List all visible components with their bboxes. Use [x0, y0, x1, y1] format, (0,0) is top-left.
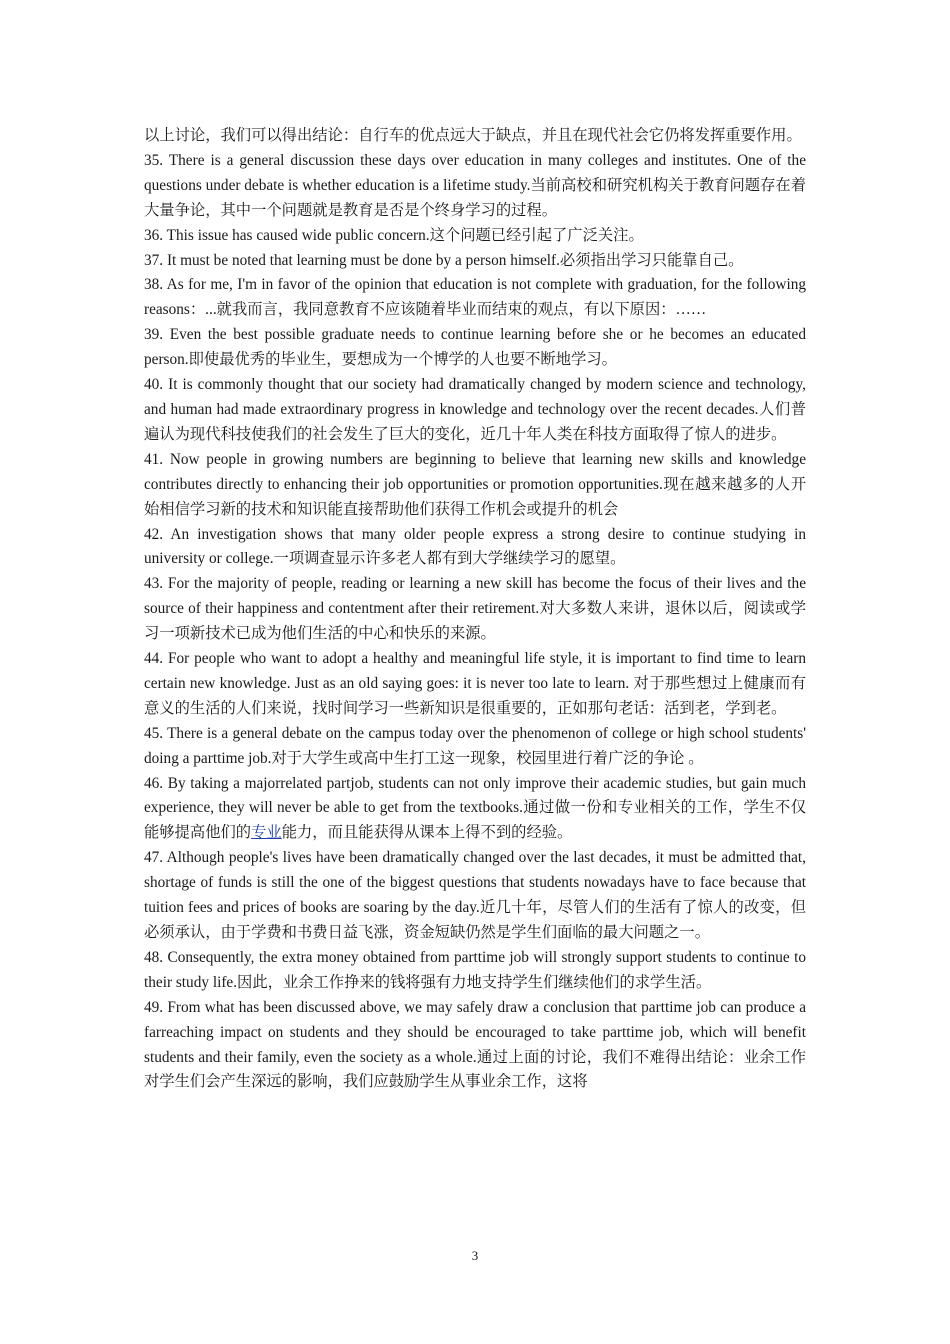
paragraph-48: 48. Consequently, the extra money obtained from parttime job will strongly support students to continue to their study life.因此，业余工作挣来的钱将强有力地支持学生们继续他们的求学生活。: [144, 948, 806, 991]
paragraph-38: 38. As for me, I'm in favor of the opinion that education is not complete with graduation, for the following reasons：...就我而言，我同意教育不应该随着毕业而结束的观点，有以下原因：……: [144, 276, 806, 319]
paragraph-41: 41. Now people in growing numbers are beginning to believe that learning new skills and knowledge contributes directly to enhancing their job opportunities or promotion opportunities.现在越来越多的人开始相信学习新的技术和知识能直接帮助他们获得工作机会或提升的机会: [144, 450, 806, 518]
paragraph-49: 49. From what has been discussed above, we may safely draw a conclusion that parttime job can produce a farreaching impact on students and they should be encouraged to take parttime job, which will benefit students and their family, even the society as a whole.通过上面的讨论，我们不难得出结论：业余工作对学生们会产生深远的影响，我们应鼓励学生从事业余工作，这将: [144, 998, 806, 1091]
paragraph-conclusion-bicycle: 以上讨论，我们可以得出结论：自行车的优点远大于缺点，并且在现代社会它仍将发挥重要作用。: [144, 127, 802, 144]
paragraph-45: 45. There is a general debate on the campus today over the phenomenon of college or high school students' doing a parttime job.对于大学生或高中生打工这一现象，校园里进行着广泛的争论 。: [144, 724, 806, 767]
paragraph-46-text-before: 46. By taking a majorrelated partjob, students can not only improve their academic studies, but gain much experience, they will never be able to get from the textbooks.通过做一份和专业相关的工作，学生不仅能够提高他们的: [144, 774, 806, 842]
paragraph-37: 37. It must be noted that learning must be done by a person himself.必须指出学习只能靠自己。: [144, 251, 744, 269]
paragraph-42: 42. An investigation shows that many older people express a strong desire to continue studying in university or college.一项调查显示许多老人都有到大学继续学习的愿望。: [144, 525, 806, 568]
paragraph-46-text-after: 能力，而且能获得从课本上得不到的经验。: [281, 824, 573, 842]
paragraph-40: 40. It is commonly thought that our society had dramatically changed by modern science and technology, and human had made extraordinary progress in knowledge and technology over the recent decades.人们普遍认为现代科技使我们的社会发生了巨大的变化，近几十年人类在科技方面取得了惊人的进步。: [144, 376, 806, 443]
paragraph-36: 36. This issue has caused wide public concern.这个问题已经引起了广泛关注。: [144, 226, 644, 244]
paragraph-35: 35. There is a general discussion these days over education in many colleges and institutes. One of the questions under debate is whether education is a lifetime study.当前高校和研究机构关于教育问题存在着大量争论，其中一个问题就是教育是否是个终身学习的过程。: [144, 151, 806, 219]
paragraph-44: 44. For people who want to adopt a healthy and meaningful life style, it is important to find time to learn certain new knowledge. Just as an old saying goes: it is never too late to learn. 对于那些想过上健康而有意义的生活的人们来说，找时间学习一些新知识是很重要的，正如那句老话：活到老，学到老。: [144, 650, 806, 717]
paragraph-46: [144, 772, 806, 847]
paragraph-43: 43. For the majority of people, reading or learning a new skill has become the focus of their lives and the source of their happiness and contentment after their retirement.对大多数人来讲，退休以后，阅读或学习一项新技术已成为他们生活的中心和快乐的来源。: [144, 575, 806, 643]
paragraph-39: 39. Even the best possible graduate needs to continue learning before she or he becomes an educated person.即使最优秀的毕业生，要想成为一个博学的人也要不断地学习。: [144, 326, 806, 369]
major-link[interactable]: 专业: [251, 824, 282, 842]
document-body: [144, 124, 806, 1095]
page-number: 3: [471, 1248, 479, 1263]
paragraph-47: 47. Although people's lives have been dramatically changed over the last decades, it must be admitted that, shortage of funds is still the one of the biggest questions that students nowadays have to face because that tuition fees and prices of books are soaring by the day.近几十年，尽管人们的生活有了惊人的改变，但必须承认，由于学费和书费日益飞涨，资金短缺仍然是学生们面临的最大问题之一。: [144, 849, 806, 941]
